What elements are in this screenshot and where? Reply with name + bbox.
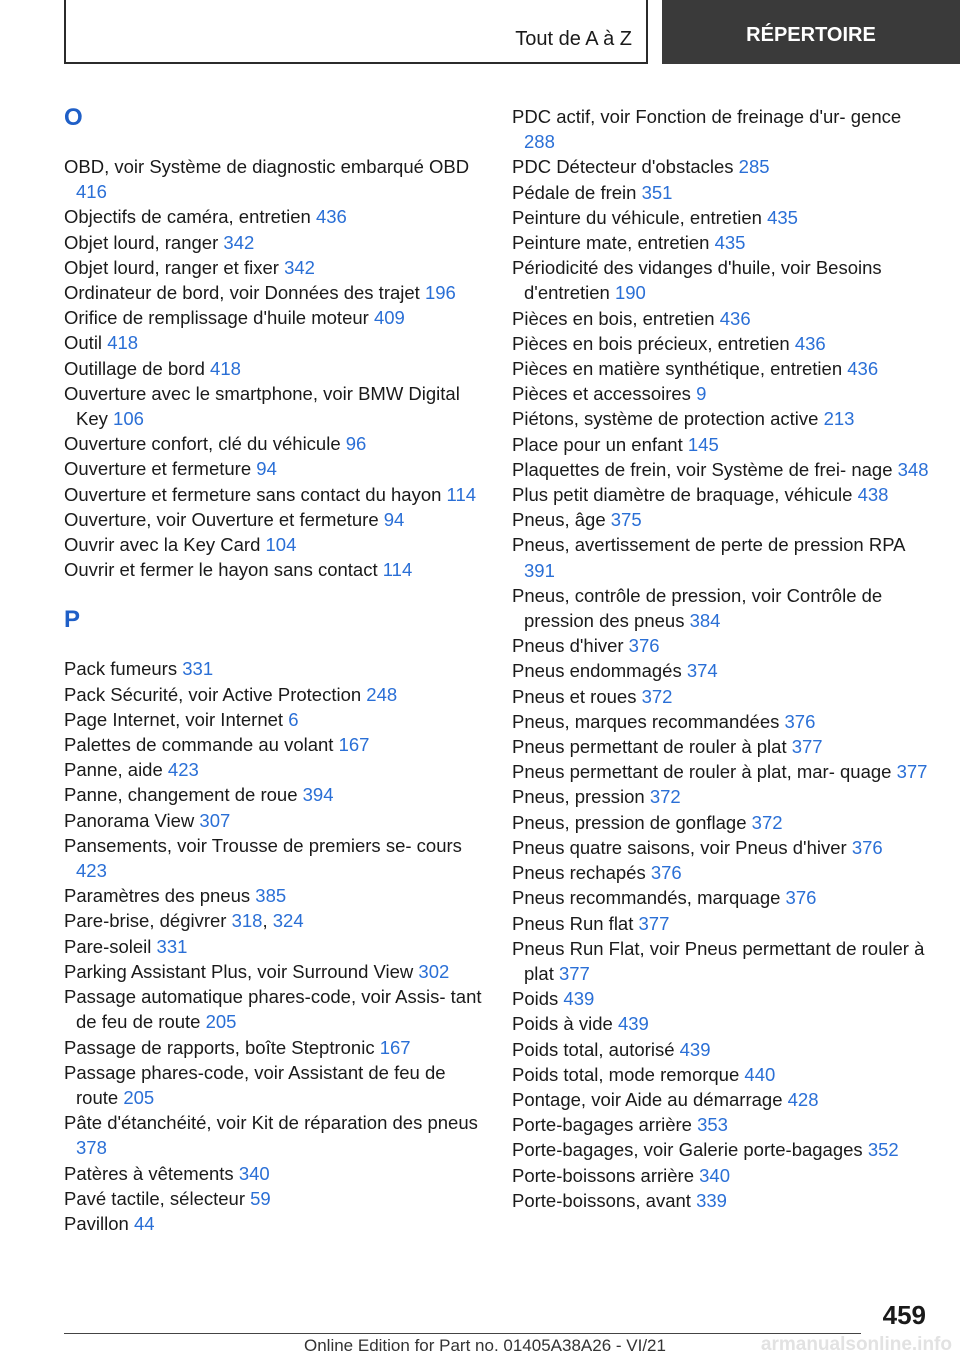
- page-reference-link[interactable]: 435: [714, 232, 746, 254]
- page-reference-link[interactable]: 377: [638, 912, 670, 934]
- index-entry: [64, 1211, 484, 1236]
- page-reference-link[interactable]: 372: [641, 685, 673, 707]
- page-reference-link[interactable]: 331: [156, 935, 188, 957]
- page-reference-link[interactable]: 302: [418, 960, 450, 982]
- entry-term: Peinture du véhicule, entretien: [512, 206, 762, 228]
- page-reference-link[interactable]: 376: [785, 887, 817, 909]
- index-entry: [64, 656, 484, 681]
- entry-term: Outillage de bord: [64, 357, 205, 379]
- page-reference-link[interactable]: 391: [524, 559, 555, 581]
- index-entry: [512, 1011, 932, 1036]
- entry-term: Pièces en bois, entretien: [512, 307, 715, 329]
- page-reference-link[interactable]: 385: [255, 885, 287, 907]
- page-reference-link[interactable]: 288: [524, 131, 555, 153]
- entry-term: Porte-bagages, voir Galerie porte-bagages: [512, 1139, 863, 1161]
- index-entry: [512, 1188, 932, 1213]
- index-entry: [64, 305, 484, 330]
- index-entry: [512, 709, 932, 734]
- index-entry: [512, 457, 932, 482]
- page-reference-link[interactable]: 59: [250, 1187, 271, 1209]
- entry-term: Pack Sécurité, voir Active Protection: [64, 683, 362, 705]
- page-reference-link[interactable]: 377: [791, 736, 823, 758]
- page-reference-link[interactable]: 331: [182, 658, 214, 680]
- entry-term: Pare-brise, dégivrer: [64, 910, 227, 932]
- index-entry: [512, 1087, 932, 1112]
- page-reference-link[interactable]: 352: [867, 1139, 899, 1161]
- entry-term: Peinture mate, entretien: [512, 232, 710, 254]
- entry-term: Pavillon: [64, 1212, 129, 1234]
- index-column-right: [512, 104, 932, 1213]
- page-reference-link[interactable]: 440: [744, 1063, 776, 1085]
- page-reference-link[interactable]: 44: [133, 1212, 155, 1234]
- page-reference-link[interactable]: 418: [210, 357, 241, 379]
- page-reference-link[interactable]: 409: [373, 307, 405, 329]
- index-entry: [512, 1112, 932, 1137]
- entry-term: Pontage, voir Aide au démarrage: [512, 1088, 783, 1110]
- page-reference-link[interactable]: 423: [76, 860, 107, 882]
- page-reference-link[interactable]: 418: [107, 332, 139, 354]
- page-reference-link[interactable]: 248: [366, 683, 398, 705]
- entry-term: Porte-bagages arrière: [512, 1114, 692, 1136]
- entry-term: Panne, aide: [64, 759, 163, 781]
- index-entry: [512, 835, 932, 860]
- entry-term: Passage de rapports, boîte Steptronic: [64, 1036, 375, 1058]
- index-entry: [512, 482, 932, 507]
- page-reference-link[interactable]: 376: [784, 710, 816, 732]
- index-entry: [512, 658, 932, 683]
- page-reference-link[interactable]: 439: [563, 988, 595, 1010]
- page-reference-link[interactable]: 436: [794, 332, 826, 354]
- page-reference-link[interactable]: 6: [288, 708, 299, 730]
- page-reference-link[interactable]: 436: [847, 358, 879, 380]
- page-reference-link[interactable]: 378: [76, 1137, 107, 1159]
- index-entry: [512, 356, 932, 381]
- index-entry: [64, 1110, 484, 1160]
- entry-term: Pneus, pression de gonflage: [512, 811, 747, 833]
- index-entry: [64, 532, 484, 557]
- page-reference-link[interactable]: 376: [650, 862, 682, 884]
- entry-term: Parking Assistant Plus, voir Surround View: [64, 960, 414, 982]
- entry-term: Pneus permettant de rouler à plat, mar- quage: [512, 761, 892, 783]
- entry-term: Pneus d'hiver: [512, 635, 624, 657]
- entry-term: Pneus, âge: [512, 509, 606, 531]
- page-reference-link[interactable]: 167: [379, 1036, 411, 1058]
- index-entry: [512, 684, 932, 709]
- page-reference-link[interactable]: 196: [424, 282, 456, 304]
- index-entry: [512, 507, 932, 532]
- index-entry: [64, 330, 484, 355]
- footer-rule: [64, 1333, 861, 1334]
- page-reference-link[interactable]: 342: [284, 256, 315, 278]
- entry-term: Objet lourd, ranger et fixer: [64, 256, 279, 278]
- entry-term: Pavé tactile, sélecteur: [64, 1187, 245, 1209]
- index-entry: [64, 959, 484, 984]
- section-letter: O: [64, 104, 83, 131]
- page-reference-link[interactable]: 377: [896, 761, 928, 783]
- entry-term: Pièces et accessoires: [512, 383, 691, 405]
- entry-term: Poids à vide: [512, 1013, 613, 1035]
- page-reference-link[interactable]: 94: [383, 508, 405, 530]
- page-reference-link[interactable]: 339: [696, 1189, 727, 1211]
- header-frame: [64, 0, 648, 64]
- page-reference-link[interactable]: 348: [897, 458, 929, 480]
- index-entry: [64, 456, 484, 481]
- page-reference-link[interactable]: 104: [265, 534, 297, 556]
- page-reference-link[interactable]: 145: [687, 433, 719, 455]
- index-entry: [64, 255, 484, 280]
- page-reference-link[interactable]: 436: [315, 206, 347, 228]
- entry-term: Poids: [512, 988, 559, 1010]
- page-reference-link[interactable]: 213: [823, 408, 855, 430]
- entry-term: Pneus endommagés: [512, 660, 682, 682]
- page-reference-link[interactable]: 351: [641, 181, 673, 203]
- entry-term: Patères à vêtements: [64, 1162, 234, 1184]
- index-entry: [64, 934, 484, 959]
- index-entry: [512, 205, 932, 230]
- page-reference-link[interactable]: 9: [696, 383, 707, 405]
- index-entry: [512, 986, 932, 1011]
- page-reference-link[interactable]: 114: [382, 559, 413, 581]
- entry-term: Piétons, système de protection active: [512, 408, 819, 430]
- index-entry: [64, 204, 484, 229]
- entry-term: Pneus rechapés: [512, 862, 646, 884]
- index-entry: Pare-brise, dégivrer 318, 324: [64, 910, 304, 932]
- entry-term: Ouvrir et fermer le hayon sans contact: [64, 559, 378, 581]
- index-entry: [512, 936, 932, 986]
- page-reference-link[interactable]: 190: [614, 282, 646, 304]
- page-reference-link[interactable]: 205: [205, 1011, 237, 1033]
- page-reference-link[interactable]: 377: [558, 962, 590, 984]
- entry-term: Pneus et roues: [512, 685, 637, 707]
- entry-term: Ordinateur de bord, voir Données des trajet: [64, 282, 420, 304]
- entry-term: Ouverture et fermeture sans contact du hayon: [64, 483, 442, 505]
- index-entry: [64, 557, 484, 582]
- page-reference-link[interactable]: 307: [199, 809, 231, 831]
- index-entry: [64, 280, 484, 305]
- index-entry: [64, 1161, 484, 1186]
- index-entry: [512, 1137, 932, 1162]
- entry-term: Plaquettes de frein, voir Système de frei- nage: [512, 458, 893, 480]
- page-reference-link[interactable]: 106: [113, 408, 144, 430]
- breadcrumb: Tout de A à Z: [515, 28, 632, 50]
- index-entry: [512, 104, 932, 154]
- page-reference-link[interactable]: 318: [231, 910, 263, 932]
- index-entry: [512, 381, 932, 406]
- page-reference-link[interactable]: 438: [857, 484, 889, 506]
- entry-term: Passage automatique phares-code, voir Assis- tant de feu de route: [64, 986, 482, 1033]
- index-entry: [64, 381, 484, 431]
- page-reference-link[interactable]: 394: [302, 784, 334, 806]
- index-entry: [64, 833, 484, 883]
- entry-term: Palettes de commande au volant: [64, 734, 334, 756]
- index-entry: [64, 732, 484, 757]
- page-reference-link[interactable]: 436: [719, 307, 751, 329]
- entry-term: Pneus recommandés, marquage: [512, 887, 781, 909]
- index-entry: [64, 707, 484, 732]
- entry-term: Pneus Run flat: [512, 912, 634, 934]
- page-reference-link[interactable]: 428: [787, 1088, 819, 1110]
- index-entry: [64, 431, 484, 456]
- page-reference-link[interactable]: 96: [345, 433, 367, 455]
- page-number: 459: [882, 1300, 926, 1330]
- entry-term: Périodicité des vidanges d'huile, voir Besoins d'entretien: [512, 257, 882, 304]
- index-entry: [64, 883, 484, 908]
- index-entry: [64, 757, 484, 782]
- index-entry: [64, 230, 484, 255]
- index-entry: [64, 682, 484, 707]
- page-reference-link[interactable]: 342: [223, 231, 255, 253]
- entry-term: Panne, changement de roue: [64, 784, 298, 806]
- index-entry: [512, 306, 932, 331]
- index-entry: [64, 1186, 484, 1211]
- index-entry: [512, 583, 932, 633]
- entry-term: Pièces en matière synthétique, entretien: [512, 358, 843, 380]
- page-reference-link[interactable]: 376: [628, 635, 660, 657]
- index-entry: [64, 984, 484, 1034]
- page-reference-link[interactable]: 340: [699, 1164, 731, 1186]
- page-reference-link[interactable]: 372: [649, 786, 681, 808]
- index-entry: [512, 885, 932, 910]
- entry-term: PDC Détecteur d'obstacles: [512, 156, 734, 178]
- page-reference-link[interactable]: 285: [738, 156, 770, 178]
- page-reference-link[interactable]: 324: [272, 910, 304, 932]
- entry-term: Ouverture confort, clé du véhicule: [64, 433, 341, 455]
- entry-term: Pneus, contrôle de pression, voir Contrôle de pression des pneus: [512, 584, 883, 632]
- entry-term: Orifice de remplissage d'huile moteur: [64, 307, 369, 329]
- entry-term: Pédale de frein: [512, 181, 637, 203]
- page-reference-link[interactable]: 375: [610, 509, 642, 531]
- entry-term: Ouvrir avec la Key Card: [64, 534, 261, 556]
- page-reference-link[interactable]: 423: [167, 759, 199, 781]
- page-reference-link[interactable]: 353: [697, 1114, 728, 1136]
- index-entry: [512, 331, 932, 356]
- index-entry: [512, 911, 932, 936]
- index-entry: [512, 532, 932, 582]
- entry-term: Pneus quatre saisons, voir Pneus d'hiver: [512, 836, 847, 858]
- index-entry: [512, 734, 932, 759]
- index-column-left: [64, 104, 484, 1236]
- entry-term: Porte-boissons arrière: [512, 1164, 694, 1186]
- index-entry: [64, 154, 484, 204]
- entry-term: Pneus permettant de rouler à plat: [512, 736, 787, 758]
- section-tab: RÉPERTOIRE: [662, 0, 960, 64]
- entry-term: Ouverture, voir Ouverture et fermeture: [64, 508, 379, 530]
- entry-term: OBD, voir Système de diagnostic embarqué OBD: [64, 156, 470, 177]
- index-entry: [64, 782, 484, 807]
- index-entry: [64, 482, 484, 507]
- index-entry: [512, 860, 932, 885]
- section-letter: P: [64, 606, 81, 634]
- entry-term: Ouverture et fermeture: [64, 458, 252, 480]
- page-reference-link[interactable]: 94: [256, 458, 277, 480]
- entry-term: Ouverture avec le smartphone, voir BMW Digital Key: [64, 382, 460, 430]
- index-entry: [512, 230, 932, 255]
- entry-term: Poids total, mode remorque: [512, 1063, 740, 1085]
- footer-logo: armanualsonline.info: [760, 1334, 952, 1355]
- entry-term: Pansements, voir Trousse de premiers se- cours: [64, 834, 462, 856]
- entry-term: Objet lourd, ranger: [64, 231, 219, 253]
- entry-term: Plus petit diamètre de braquage, véhicule: [512, 484, 853, 506]
- entry-term: Outil: [64, 332, 103, 354]
- entry-term: Pneus, pression: [512, 786, 645, 808]
- index-entry: [512, 432, 932, 457]
- entry-term: Pack fumeurs: [64, 658, 178, 680]
- index-entry: [512, 810, 932, 835]
- index-entry: [512, 1037, 932, 1062]
- page-reference-link[interactable]: 114: [446, 483, 477, 505]
- page-reference-link[interactable]: 439: [617, 1013, 649, 1035]
- entry-term: Pâte d'étanchéité, voir Kit de réparation des pneus: [64, 1112, 478, 1134]
- entry-term: Poids total, autorisé: [512, 1038, 675, 1060]
- page-reference-link[interactable]: 205: [123, 1086, 155, 1108]
- footer-edition: Online Edition for Part no. 01405A38A26 - VI/21: [304, 1336, 666, 1355]
- index-entry: [64, 808, 484, 833]
- entry-term: PDC actif, voir Fonction de freinage d'ur- gence: [512, 106, 902, 127]
- index-entry: [512, 633, 932, 658]
- index-entry: [512, 255, 932, 305]
- index-entry: [512, 406, 932, 431]
- index-entry: [512, 180, 932, 205]
- page-reference-link[interactable]: 374: [686, 660, 718, 682]
- page-reference-link[interactable]: 167: [338, 734, 370, 756]
- index-entry: [64, 1060, 484, 1110]
- page-reference-link[interactable]: 439: [679, 1038, 711, 1060]
- index-entry: [512, 759, 932, 784]
- entry-term: Pneus, marques recommandées: [512, 710, 780, 732]
- index-entry: [512, 784, 932, 809]
- page-reference-link[interactable]: 376: [851, 836, 883, 858]
- page-reference-link[interactable]: 416: [76, 181, 107, 203]
- index-entry: [512, 1062, 932, 1087]
- index-entry: [64, 356, 484, 381]
- index-entry: [64, 1035, 484, 1060]
- index-entry: [64, 507, 484, 532]
- page-reference-link[interactable]: 340: [238, 1162, 270, 1184]
- entry-term: Panorama View: [64, 809, 195, 831]
- entry-term: Passage phares-code, voir Assistant de feu de route: [64, 1061, 446, 1108]
- entry-term: Pièces en bois précieux, entretien: [512, 332, 790, 354]
- page-reference-link[interactable]: 435: [767, 206, 798, 228]
- entry-term: Objectifs de caméra, entretien: [64, 206, 311, 228]
- entry-term: Pare-soleil: [64, 935, 152, 957]
- entry-term: Pneus, avertissement de perte de pression RPA: [512, 534, 905, 556]
- entry-term: Page Internet, voir Internet: [64, 708, 284, 730]
- index-entry: [512, 1163, 932, 1188]
- entry-term: Porte-boissons, avant: [512, 1189, 691, 1211]
- page-reference-link[interactable]: 372: [751, 811, 783, 833]
- index-entry: [512, 154, 932, 179]
- entry-term: Place pour un enfant: [512, 433, 683, 455]
- entry-term: Paramètres des pneus: [64, 885, 251, 907]
- entry-term: Pneus Run Flat, voir Pneus permettant de rouler à plat: [512, 937, 925, 984]
- page-reference-link[interactable]: 384: [689, 610, 721, 632]
